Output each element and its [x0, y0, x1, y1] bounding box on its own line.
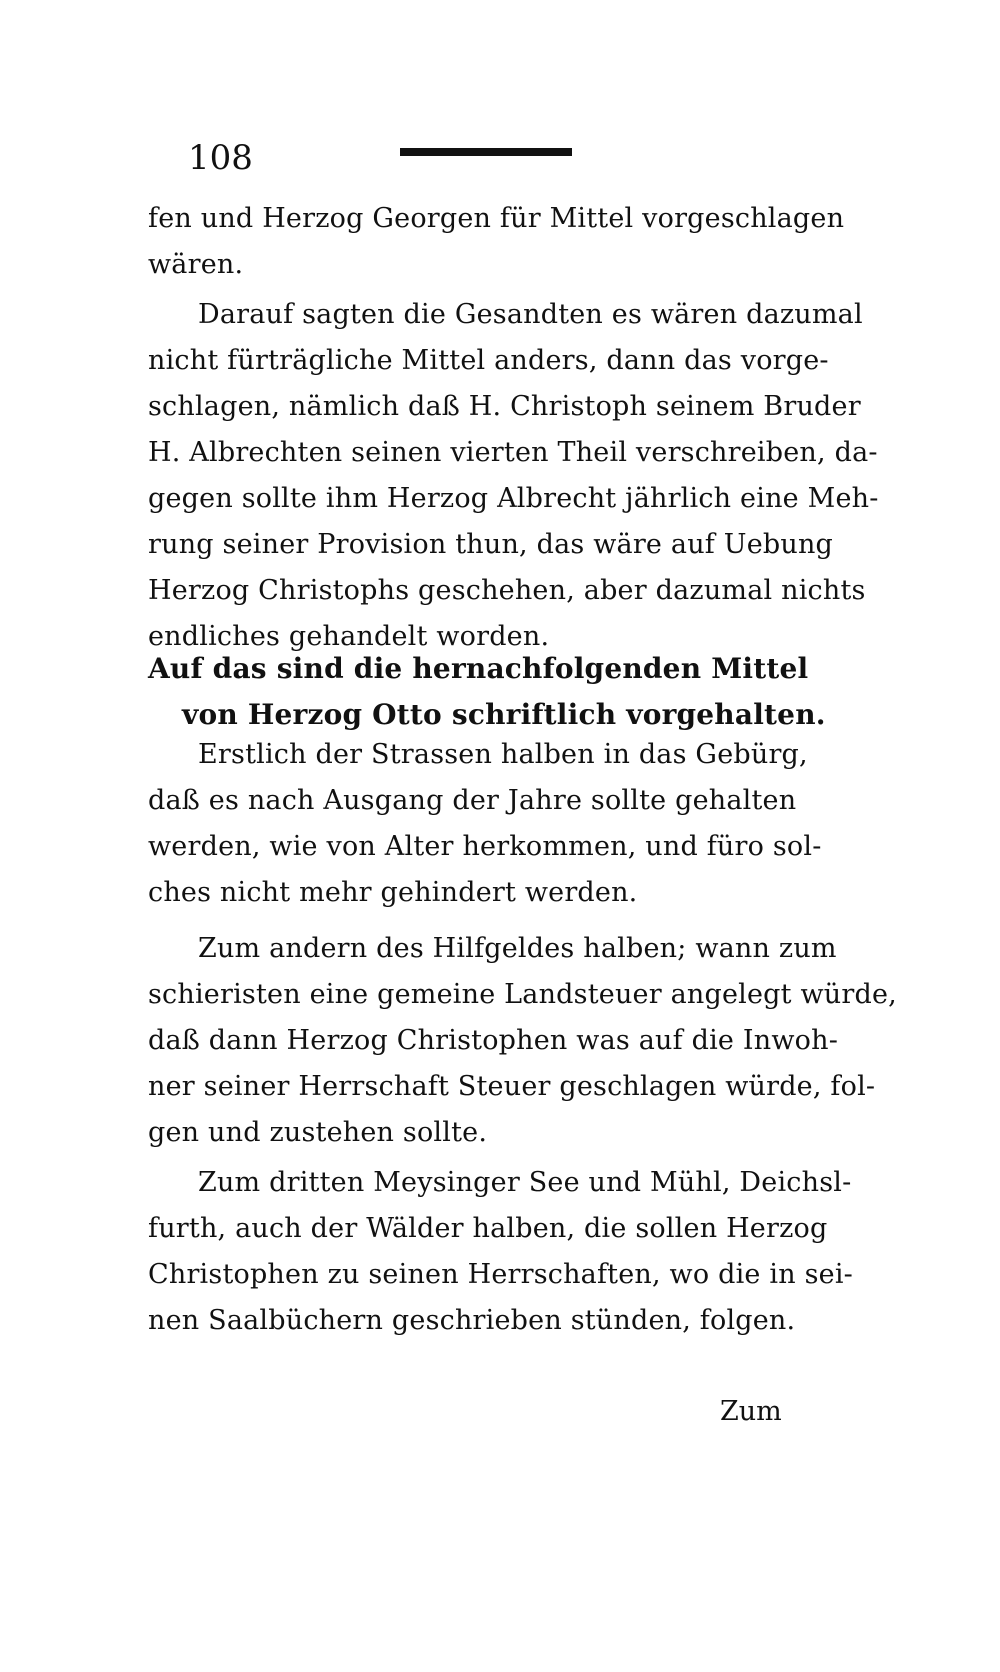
heading-line: von Herzog Otto schriftlich vorgehalten. [182, 698, 826, 731]
text-line: nicht fürträgliche Mittel anders, dann das vorge- [148, 345, 829, 376]
text-line: daß dann Herzog Christophen was auf die Inwoh- [148, 1025, 839, 1056]
text-line: Erstlich der Strassen halben in das Gebürg, [198, 739, 808, 770]
text-line: nen Saalbüchern geschrieben stünden, folgen. [148, 1305, 796, 1336]
text-line: Zum andern des Hilfgeldes halben; wann zum [198, 933, 837, 964]
page-number: 108 [188, 138, 253, 178]
text-line: Christophen zu seinen Herrschaften, wo die in sei- [148, 1259, 853, 1290]
text-line: wären. [148, 249, 244, 280]
paragraph-5 [148, 1160, 853, 1344]
paragraph-3 [148, 732, 828, 916]
text-line: gegen sollte ihm Herzog Albrecht jährlich eine Meh- [148, 483, 879, 514]
text-line: gen und zustehen sollte. [148, 1117, 488, 1148]
text-line: schlagen, nämlich daß H. Christoph seinem Bruder [148, 391, 861, 422]
text-line: furth, auch der Wälder halben, die sollen Herzog [148, 1213, 828, 1244]
text-line: ner seiner Herrschaft Steuer geschlagen würde, fol- [148, 1071, 876, 1102]
text-line: ches nicht mehr gehindert werden. [148, 877, 638, 908]
text-line: daß es nach Ausgang der Jahre sollte gehalten [148, 785, 797, 816]
text-line: Herzog Christophs geschehen, aber dazumal nichts [148, 575, 866, 606]
text-line: Zum dritten Meysinger See und Mühl, Deichsl- [198, 1167, 852, 1198]
section-heading [148, 646, 828, 738]
header-rule [400, 148, 572, 156]
paragraph-1 [148, 196, 845, 288]
text-line: schieristen eine gemeine Landsteuer angelegt würde, [148, 979, 897, 1010]
heading-line: Auf das sind die hernachfolgenden Mittel [148, 652, 809, 685]
text-line: Darauf sagten die Gesandten es wären dazumal [198, 299, 863, 330]
text-line: werden, wie von Alter herkommen, und füro sol- [148, 831, 822, 862]
text-line: fen und Herzog Georgen für Mittel vorgeschlagen [148, 203, 845, 234]
text-line: H. Albrechten seinen vierten Theil verschreiben, da- [148, 437, 878, 468]
text-line: rung seiner Provision thun, das wäre auf Uebung [148, 529, 834, 560]
text-line: endliches gehandelt worden. [148, 621, 550, 652]
catchword: Zum [720, 1396, 782, 1427]
paragraph-4 [148, 926, 897, 1156]
paragraph-2 [148, 292, 879, 660]
